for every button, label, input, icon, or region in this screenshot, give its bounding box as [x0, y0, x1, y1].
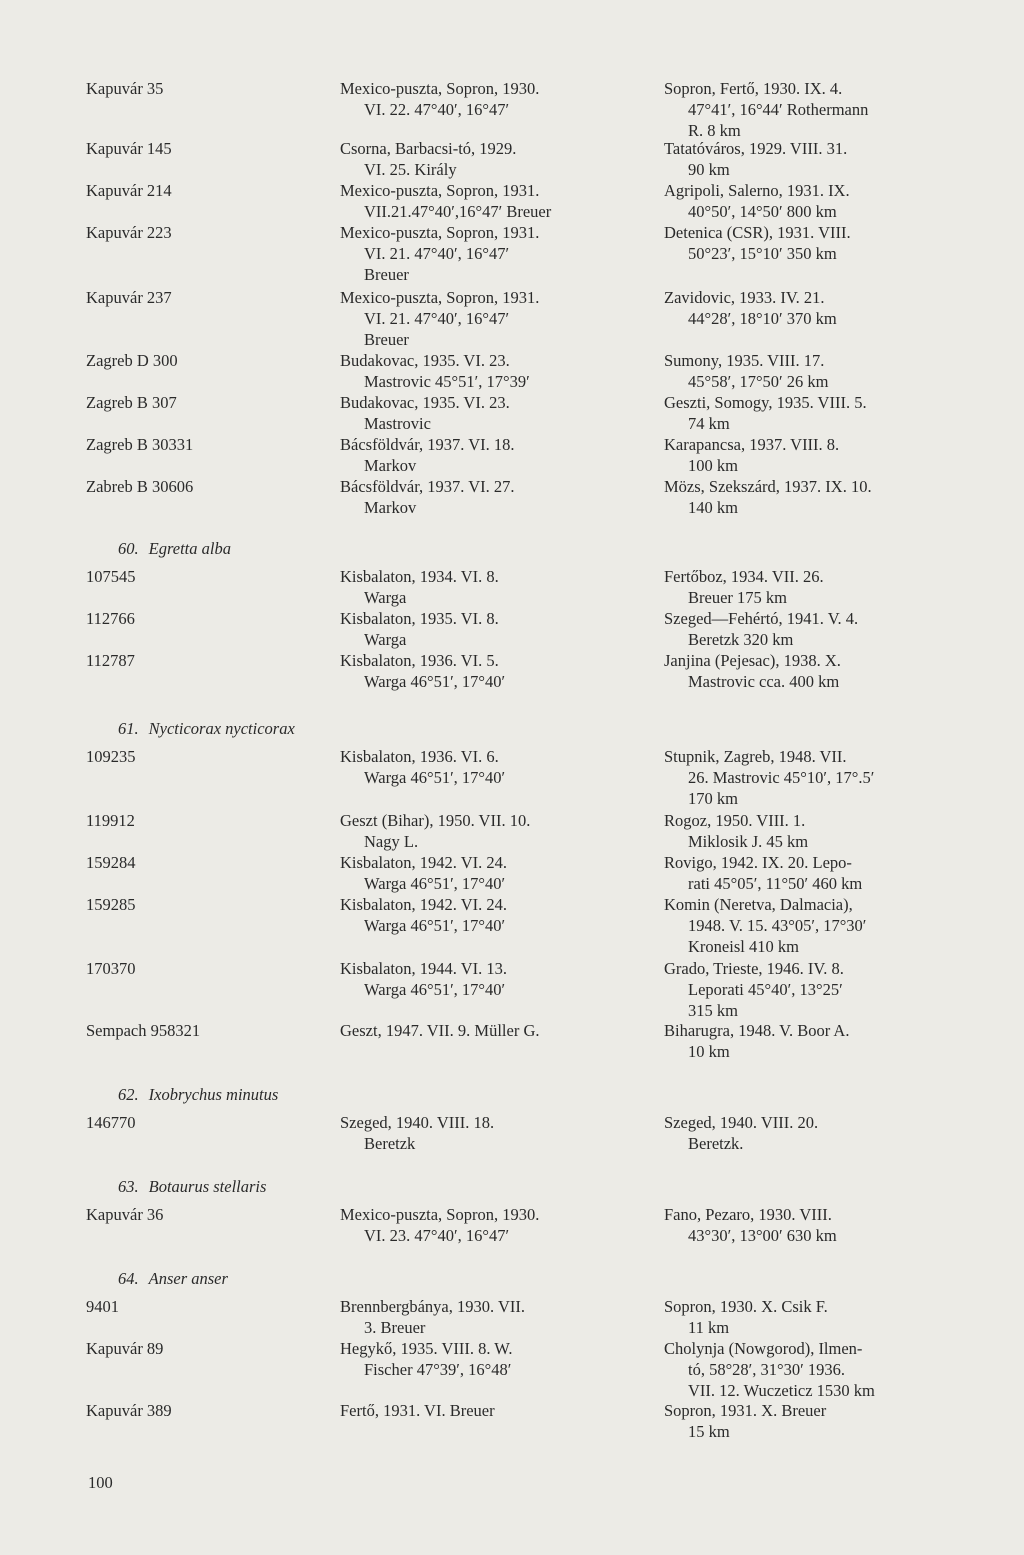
record-line: Warga 46°51′, 17°40′ [364, 672, 506, 691]
ring-number: Zagreb B 307 [86, 393, 177, 412]
record-line: Warga 46°51′, 17°40′ [364, 980, 506, 999]
record-line: Detenica (CSR), 1931. VIII. [664, 223, 851, 242]
record-line: 15 km [688, 1422, 730, 1441]
ringing-place-date [340, 1400, 652, 1421]
ring-number: Kapuvár 35 [86, 79, 164, 98]
species-name: Ixobrychus minutus [148, 1085, 279, 1104]
record-line: Beretzk [364, 1134, 416, 1153]
ring-number: 107545 [86, 567, 136, 586]
ring-number: Kapuvár 145 [86, 139, 172, 158]
record-line: Szeged, 1940. VIII. 18. [340, 1113, 495, 1132]
ring-number: Zagreb D 300 [86, 351, 178, 370]
record-line: Mözs, Szekszárd, 1937. IX. 10. [664, 477, 872, 496]
record-line: 43°30′, 13°00′ 630 km [688, 1226, 837, 1245]
record-line: Sopron, 1931. X. Breuer [664, 1401, 827, 1420]
ringing-place-date [340, 180, 652, 222]
record-line: Karapancsa, 1937. VIII. 8. [664, 435, 840, 454]
record-line: Sopron, 1930. X. Csik F. [664, 1297, 828, 1316]
ringing-place-date [340, 1338, 652, 1380]
recovery-place-date [664, 746, 974, 809]
record-line: Beretzk. [688, 1134, 744, 1153]
record-line: 50°23′, 15°10′ 350 km [688, 244, 837, 263]
record-line: Warga 46°51′, 17°40′ [364, 916, 506, 935]
record-line: Budakovac, 1935. VI. 23. [340, 393, 510, 412]
recovery-place-date [664, 287, 974, 329]
record-line: Janjina (Pejesac), 1938. X. [664, 651, 841, 670]
ring-number: 159285 [86, 895, 136, 914]
ringing-place-date [340, 852, 652, 894]
species-name: Botaurus stellaris [148, 1177, 267, 1196]
record-line: Grado, Trieste, 1946. IV. 8. [664, 959, 844, 978]
ring-number: 146770 [86, 1113, 136, 1132]
record-line: Mexico-puszta, Sopron, 1931. [340, 181, 540, 200]
page-number: 100 [88, 1473, 113, 1492]
record-line: Geszt (Bihar), 1950. VII. 10. [340, 811, 531, 830]
ring-number: Kapuvár 36 [86, 1205, 164, 1224]
record-line: Mexico-puszta, Sopron, 1930. [340, 1205, 540, 1224]
species-number: 63. [118, 1177, 139, 1196]
ringing-place-date [340, 958, 652, 1000]
species-heading [118, 1084, 278, 1105]
species-name: Nycticorax nycticorax [148, 719, 295, 738]
record-line: Budakovac, 1935. VI. 23. [340, 351, 510, 370]
record-line: Fertőboz, 1934. VII. 26. [664, 567, 824, 586]
record-line: Brennbergbánya, 1930. VII. [340, 1297, 525, 1316]
ringing-place-date [340, 810, 652, 852]
record-line: Warga 46°51′, 17°40′ [364, 768, 506, 787]
ring-number: 159284 [86, 853, 136, 872]
record-line: Kisbalaton, 1942. VI. 24. [340, 853, 507, 872]
record-line: Stupnik, Zagreb, 1948. VII. [664, 747, 847, 766]
species-number: 62. [118, 1085, 139, 1104]
species-heading [118, 1268, 228, 1289]
record-line: 47°41′, 16°44′ Rothermann [688, 100, 869, 119]
record-line: 170 km [688, 789, 738, 808]
record-line: Rogoz, 1950. VIII. 1. [664, 811, 806, 830]
record-line: Markov [364, 456, 417, 475]
record-line: VI. 22. 47°40′, 16°47′ [364, 100, 510, 119]
ringing-place-date [340, 746, 652, 788]
record-line: 40°50′, 14°50′ 800 km [688, 202, 837, 221]
record-line: Kisbalaton, 1936. VI. 6. [340, 747, 499, 766]
ring-number: Kapuvár 89 [86, 1339, 164, 1358]
record-line: Cholynja (Nowgorod), Ilmen- [664, 1339, 863, 1358]
record-line: VII.21.47°40′,16°47′ Breuer [364, 202, 552, 221]
record-line: 10 km [688, 1042, 730, 1061]
record-line: Warga 46°51′, 17°40′ [364, 874, 506, 893]
recovery-place-date [664, 894, 974, 957]
record-line: Mexico-puszta, Sopron, 1931. [340, 288, 540, 307]
record-line: Mastrovic 45°51′, 17°39′ [364, 372, 530, 391]
recovery-place-date [664, 180, 974, 222]
ringing-place-date [340, 1020, 652, 1041]
record-line: 1948. V. 15. 43°05′, 17°30′ [688, 916, 867, 935]
record-line: Fertő, 1931. VI. Breuer [340, 1401, 495, 1420]
record-line: 44°28′, 18°10′ 370 km [688, 309, 837, 328]
record-line: Beretzk 320 km [688, 630, 794, 649]
recovery-place-date [664, 1338, 974, 1401]
record-line: Zavidovic, 1933. IV. 21. [664, 288, 825, 307]
recovery-place-date [664, 78, 974, 141]
record-line: Fischer 47°39′, 16°48′ [364, 1360, 512, 1379]
recovery-place-date [664, 958, 974, 1021]
record-line: Leporati 45°40′, 13°25′ [688, 980, 843, 999]
ringing-place-date [340, 78, 652, 120]
record-line: VI. 21. 47°40′, 16°47′ [364, 244, 510, 263]
record-line: Kisbalaton, 1934. VI. 8. [340, 567, 499, 586]
record-line: rati 45°05′, 11°50′ 460 km [688, 874, 863, 893]
recovery-place-date [664, 608, 974, 650]
recovery-place-date [664, 1400, 974, 1442]
recovery-place-date [664, 566, 974, 608]
record-line: Bácsföldvár, 1937. VI. 27. [340, 477, 515, 496]
ringing-place-date [340, 138, 652, 180]
record-line: 26. Mastrovic 45°10′, 17°.5′ [688, 768, 875, 787]
record-line: Geszt, 1947. VII. 9. Müller G. [340, 1021, 540, 1040]
record-line: VII. 12. Wuczeticz 1530 km [688, 1381, 875, 1400]
record-line: Sopron, Fertő, 1930. IX. 4. [664, 79, 843, 98]
ringing-place-date [340, 650, 652, 692]
ring-number: Zabreb B 30606 [86, 477, 194, 496]
record-line: Kisbalaton, 1936. VI. 5. [340, 651, 499, 670]
species-name: Anser anser [148, 1269, 228, 1288]
record-line: Bácsföldvár, 1937. VI. 18. [340, 435, 515, 454]
record-line: 315 km [688, 1001, 738, 1020]
recovery-place-date [664, 810, 974, 852]
record-line: VI. 25. Király [364, 160, 457, 179]
ringing-place-date [340, 894, 652, 936]
ring-number: Kapuvár 223 [86, 223, 172, 242]
ringing-place-date [340, 1296, 652, 1338]
record-line: Biharugra, 1948. V. Boor A. [664, 1021, 850, 1040]
recovery-place-date [664, 350, 974, 392]
ring-number: 112766 [86, 609, 135, 628]
record-line: Szeged, 1940. VIII. 20. [664, 1113, 819, 1132]
ringing-place-date [340, 222, 652, 285]
record-line: Warga [364, 588, 407, 607]
recovery-place-date [664, 434, 974, 476]
ring-number: 119912 [86, 811, 135, 830]
ringing-place-date [340, 566, 652, 608]
ringing-place-date [340, 392, 652, 434]
ringing-place-date [340, 1204, 652, 1246]
record-line: Kisbalaton, 1942. VI. 24. [340, 895, 507, 914]
ring-number: Kapuvár 389 [86, 1401, 172, 1420]
species-heading [118, 538, 231, 559]
species-heading [118, 1176, 266, 1197]
record-line: Kroneisl 410 km [688, 937, 799, 956]
record-line: VI. 21. 47°40′, 16°47′ [364, 309, 510, 328]
ring-number: Kapuvár 214 [86, 181, 172, 200]
record-line: Miklosik J. 45 km [688, 832, 809, 851]
record-line: Komin (Neretva, Dalmacia), [664, 895, 853, 914]
record-line: Csorna, Barbacsi-tó, 1929. [340, 139, 517, 158]
ring-number: Zagreb B 30331 [86, 435, 194, 454]
record-line: Markov [364, 498, 417, 517]
record-line: 45°58′, 17°50′ 26 km [688, 372, 829, 391]
recovery-place-date [664, 476, 974, 518]
ringing-place-date [340, 350, 652, 392]
species-heading [118, 718, 295, 739]
ringing-place-date [340, 1112, 652, 1154]
record-line: 3. Breuer [364, 1318, 426, 1337]
record-line: Breuer 175 km [688, 588, 787, 607]
ring-number: Sempach 958321 [86, 1021, 201, 1040]
record-line: 100 km [688, 456, 738, 475]
recovery-place-date [664, 138, 974, 180]
ringing-place-date [340, 287, 652, 350]
ringing-place-date [340, 608, 652, 650]
record-line: Hegykő, 1935. VIII. 8. W. [340, 1339, 513, 1358]
recovery-place-date [664, 1204, 974, 1246]
recovery-place-date [664, 222, 974, 264]
species-number: 61. [118, 719, 139, 738]
record-line: Tatatóváros, 1929. VIII. 31. [664, 139, 848, 158]
record-line: Breuer [364, 330, 409, 349]
species-name: Egretta alba [148, 539, 231, 558]
record-line: 74 km [688, 414, 730, 433]
recovery-place-date [664, 852, 974, 894]
record-line: Kisbalaton, 1944. VI. 13. [340, 959, 507, 978]
species-number: 64. [118, 1269, 139, 1288]
record-line: Mastrovic [364, 414, 431, 433]
record-line: 11 km [688, 1318, 730, 1337]
record-line: R. 8 km [688, 121, 741, 140]
record-line: Agripoli, Salerno, 1931. IX. [664, 181, 850, 200]
record-line: Kisbalaton, 1935. VI. 8. [340, 609, 499, 628]
record-line: Rovigo, 1942. IX. 20. Lepo- [664, 853, 852, 872]
record-line: VI. 23. 47°40′, 16°47′ [364, 1226, 510, 1245]
ring-number: Kapuvár 237 [86, 288, 172, 307]
recovery-place-date [664, 650, 974, 692]
ringing-place-date [340, 434, 652, 476]
record-line: tó, 58°28′, 31°30′ 1936. [688, 1360, 845, 1379]
record-line: 140 km [688, 498, 738, 517]
recovery-place-date [664, 1296, 974, 1338]
ring-number: 9401 [86, 1297, 119, 1316]
record-line: Warga [364, 630, 407, 649]
ring-number: 109235 [86, 747, 136, 766]
record-line: Mexico-puszta, Sopron, 1931. [340, 223, 540, 242]
record-line: Geszti, Somogy, 1935. VIII. 5. [664, 393, 867, 412]
recovery-place-date [664, 1020, 974, 1062]
record-line: 90 km [688, 160, 730, 179]
ring-number: 170370 [86, 959, 136, 978]
record-line: Breuer [364, 265, 409, 284]
record-line: Sumony, 1935. VIII. 17. [664, 351, 825, 370]
record-line: Mexico-puszta, Sopron, 1930. [340, 79, 540, 98]
record-line: Mastrovic cca. 400 km [688, 672, 840, 691]
species-number: 60. [118, 539, 139, 558]
record-line: Fano, Pezaro, 1930. VIII. [664, 1205, 832, 1224]
recovery-place-date [664, 1112, 974, 1154]
record-line: Nagy L. [364, 832, 419, 851]
ring-number: 112787 [86, 651, 135, 670]
recovery-place-date [664, 392, 974, 434]
record-line: Szeged—Fehértó, 1941. V. 4. [664, 609, 859, 628]
ringing-place-date [340, 476, 652, 518]
